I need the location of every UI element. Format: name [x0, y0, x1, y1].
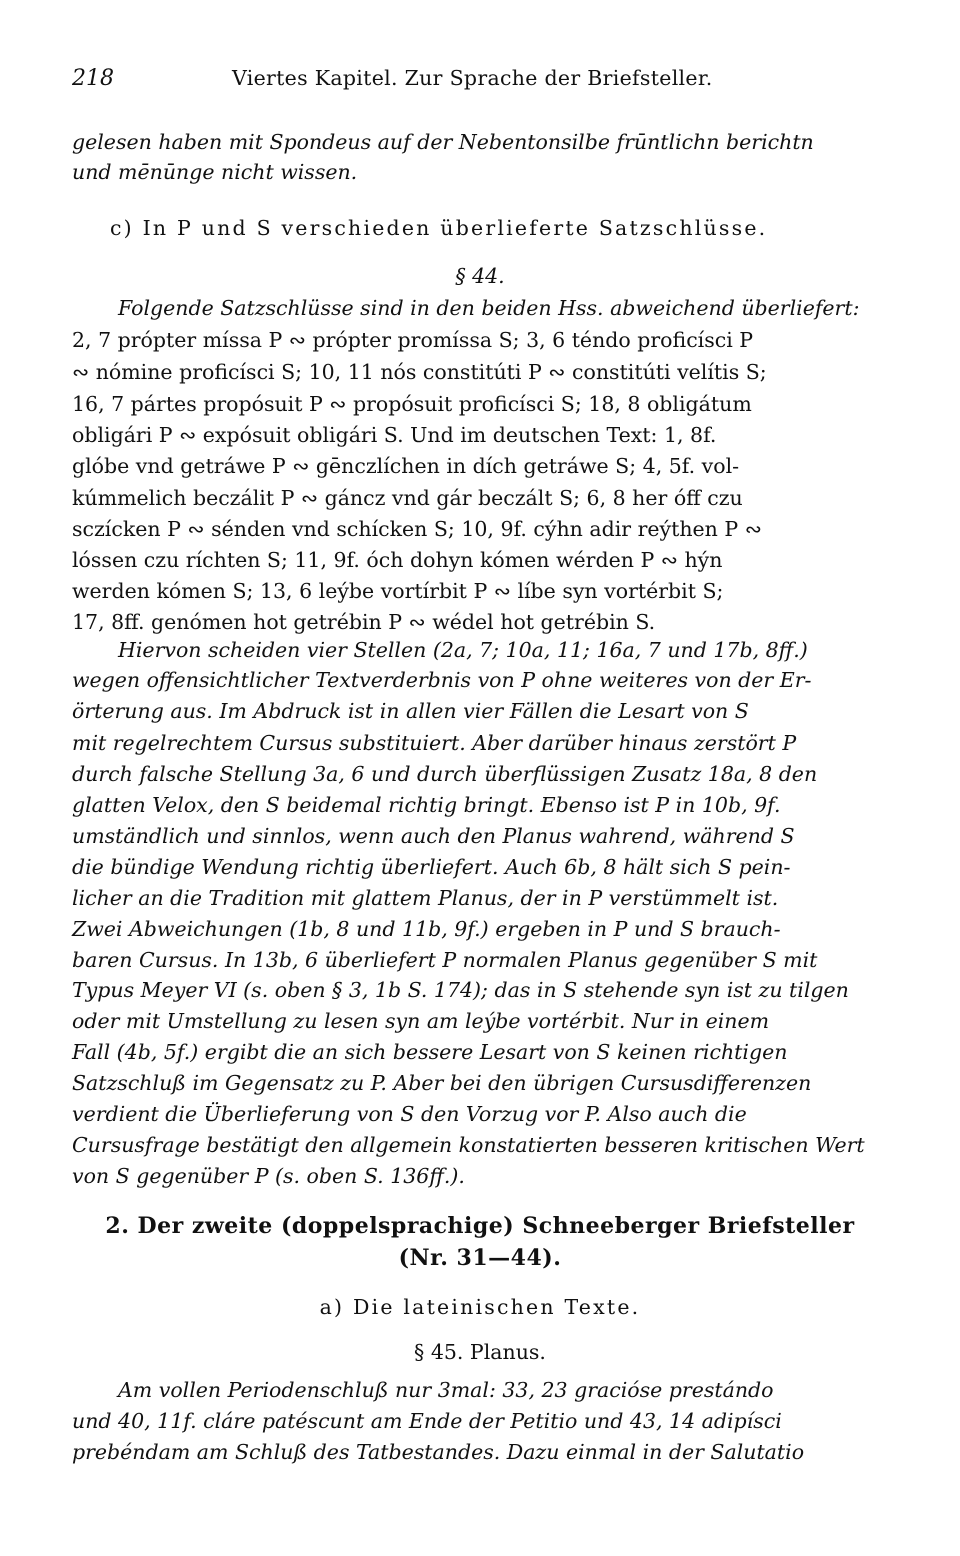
text-line: kúmmelich beczálit P ∾ gáncz vnd gár beczált S; 6, 8 her óff czu: [72, 486, 743, 510]
text-line: werden kómen S; 13, 6 leýbe vortírbit P ∾ líbe syn vortérbit S;: [72, 579, 724, 603]
text-line: 2, 7 própter míssa P ∾ própter promíssa S; 3, 6 téndo proficísci P: [72, 328, 754, 352]
text-line: verdient die Überlieferung von S den Vorzug vor P. Also auch die: [72, 1102, 747, 1126]
text-line: baren Cursus. In 13b, 6 überliefert P normalen Planus gegenüber S mit: [72, 948, 818, 972]
text-line: Fall (4b, 5f.) ergibt die an sich bessere Lesart von S keinen richtigen: [72, 1040, 788, 1064]
text-line: die bündige Wendung richtig überliefert. Auch 6b, 8 hält sich S pein-: [72, 855, 791, 879]
page-number: 218: [72, 66, 114, 91]
text-line: sczícken P ∾ sénden vnd schícken S; 10, 9f. cýhn adir reýthen P ∾: [72, 517, 762, 541]
text-line: prebéndam am Schluß des Tatbestandes. Dazu einmal in der Salutatio: [72, 1440, 805, 1464]
text-line: örterung aus. Im Abdruck ist in allen vier Fällen die Lesart von S: [72, 699, 749, 723]
text-line: Folgende Satzschlüsse sind in den beiden Hss. abweichend überliefert:: [118, 296, 860, 320]
text-line: durch falsche Stellung 3a, 6 und durch überflüssigen Zusatz 18a, 8 den: [72, 762, 818, 786]
text-line: Hiervon scheiden vier Stellen (2a, 7; 10a, 11; 16a, 7 und 17b, 8ff.): [118, 638, 808, 662]
text-line: wegen offensichtlicher Textverderbnis von P ohne weiteres von der Er-: [72, 668, 812, 692]
text-line: glóbe vnd getráwe P ∾ gēnczlíchen in dích getráwe S; 4, 5f. vol-: [72, 454, 740, 478]
text-line: Typus Meyer VI (s. oben § 3, 1b S. 174); das in S stehende syn ist zu tilgen: [72, 978, 849, 1002]
text-line: licher an die Tradition mit glattem Planus, der in P verstümmelt ist.: [72, 886, 779, 910]
text-line: gelesen haben mit Spondeus auf der Nebentonsilbe frūntlichn berichtn: [72, 130, 814, 154]
text-line: von S gegenüber P (s. oben S. 136ff.).: [72, 1164, 465, 1188]
section-heading: § 45. Planus.: [414, 1340, 546, 1364]
chapter-heading-continued: (Nr. 31—44).: [398, 1245, 562, 1271]
text-line: mit regelrechtem Cursus substituiert. Aber darüber hinaus zerstört P: [72, 731, 797, 755]
subsection-heading: a) Die lateinischen Texte.: [319, 1295, 641, 1319]
text-line: ∾ nómine proficísci S; 10, 11 nós constitúti P ∾ constitúti velítis S;: [72, 360, 767, 384]
text-line: Am vollen Periodenschluß nur 3mal: 33, 23 gracióse prestándo: [118, 1378, 774, 1402]
text-line: 17, 8ff. genómen hot getrébin P ∾ wédel hot getrébin S.: [72, 610, 656, 634]
text-line: Satzschluß im Gegensatz zu P. Aber bei den übrigen Cursusdifferenzen: [72, 1071, 812, 1095]
text-line: und mēnūnge nicht wissen.: [72, 160, 358, 184]
text-line: lóssen czu ríchten S; 11, 9f. óch dohyn kómen wérden P ∾ hýn: [72, 548, 723, 572]
text-line: obligári P ∾ expósuit obligári S. Und im deutschen Text: 1, 8f.: [72, 423, 717, 447]
subsection-heading: c) In P und S verschieden überlieferte Satzschlüsse.: [110, 216, 768, 240]
running-title: Viertes Kapitel. Zur Sprache der Briefsteller.: [232, 66, 713, 90]
chapter-heading: 2. Der zweite (doppelsprachige) Schneeberger Briefsteller: [105, 1213, 855, 1239]
text-line: 16, 7 pártes propósuit P ∾ propósuit proficísci S; 18, 8 obligátum: [72, 392, 752, 416]
text-line: glatten Velox, den S beidemal richtig bringt. Ebenso ist P in 10b, 9f.: [72, 793, 781, 817]
text-line: umständlich und sinnlos, wenn auch den Planus wahrend, während S: [72, 824, 795, 848]
text-line: Cursusfrage bestätigt den allgemein konstatierten besseren kritischen Wert: [72, 1133, 865, 1157]
text-line: und 40, 11f. cláre patéscunt am Ende der Petitio und 43, 14 adipísci: [72, 1409, 782, 1433]
text-line: oder mit Umstellung zu lesen syn am leýbe vortérbit. Nur in einem: [72, 1009, 770, 1033]
text-line: Zwei Abweichungen (1b, 8 und 11b, 9f.) ergeben in P und S brauch-: [72, 917, 781, 941]
section-number: § 44.: [455, 264, 505, 288]
